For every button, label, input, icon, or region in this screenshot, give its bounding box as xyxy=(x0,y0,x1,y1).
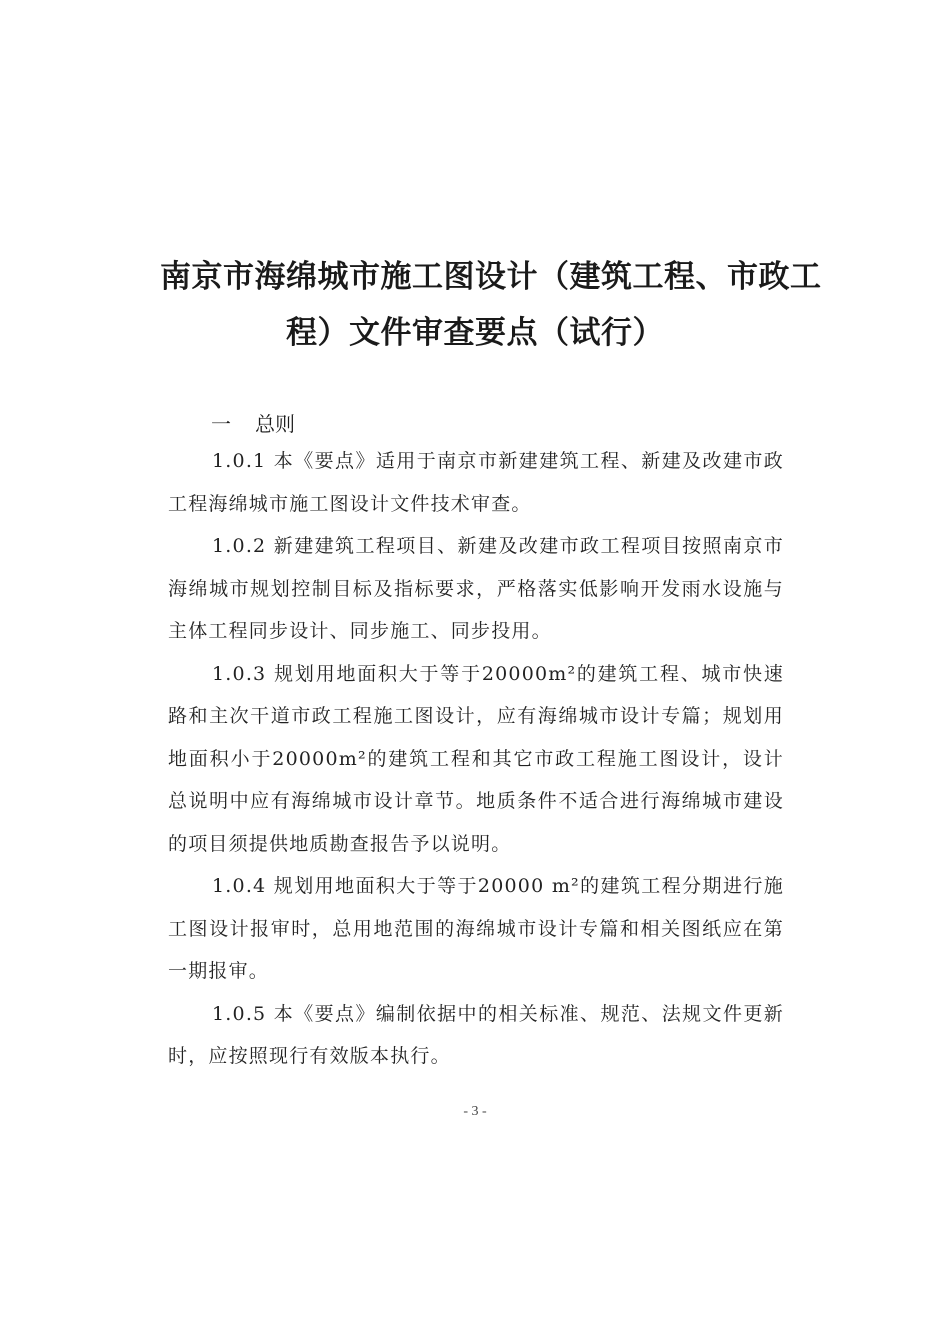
page-number: - 3 - xyxy=(463,1104,487,1119)
clause-1-0-5: 1.0.5 本《要点》编制依据中的相关标准、规范、法规文件更新时，应按照现行有效版本执行。 xyxy=(168,1002,784,1067)
clause-1-0-3: 1.0.3 规划用地面积大于等于20000m²的建筑工程、城市快速路和主次干道市政工程施工图设计，应有海绵城市设计专篇；规划用地面积小于20000m²的建筑工程和其它市政工程施工图设计，设计总说明中应有海绵城市设计章节。地质条件不适合进行海绵城市建设的项目须提供地质勘查报告予以说明。 xyxy=(168,662,784,855)
section-heading xyxy=(211,408,295,440)
section-number: 一 xyxy=(211,412,231,436)
document-title xyxy=(160,249,822,361)
title-line-2: 程）文件审查要点（试行） xyxy=(286,314,664,351)
clause-1-0-2: 1.0.2 新建建筑工程项目、新建及改建市政工程项目按照南京市海绵城市规划控制目标及指标要求，严格落实低影响开发雨水设施与主体工程同步设计、同步施工、同步投用。 xyxy=(168,535,784,642)
section-body xyxy=(168,440,784,1078)
section-title: 总则 xyxy=(255,412,295,436)
clause-1-0-1: 1.0.1 本《要点》适用于南京市新建建筑工程、新建及改建市政工程海绵城市施工图设计文件技术审查。 xyxy=(168,450,784,515)
clause-1-0-4: 1.0.4 规划用地面积大于等于20000 m²的建筑工程分期进行施工图设计报审时，总用地范围的海绵城市设计专篇和相关图纸应在第一期报审。 xyxy=(168,875,784,982)
title-line-1: 南京市海绵城市施工图设计（建筑工程、市政工 xyxy=(160,258,822,295)
